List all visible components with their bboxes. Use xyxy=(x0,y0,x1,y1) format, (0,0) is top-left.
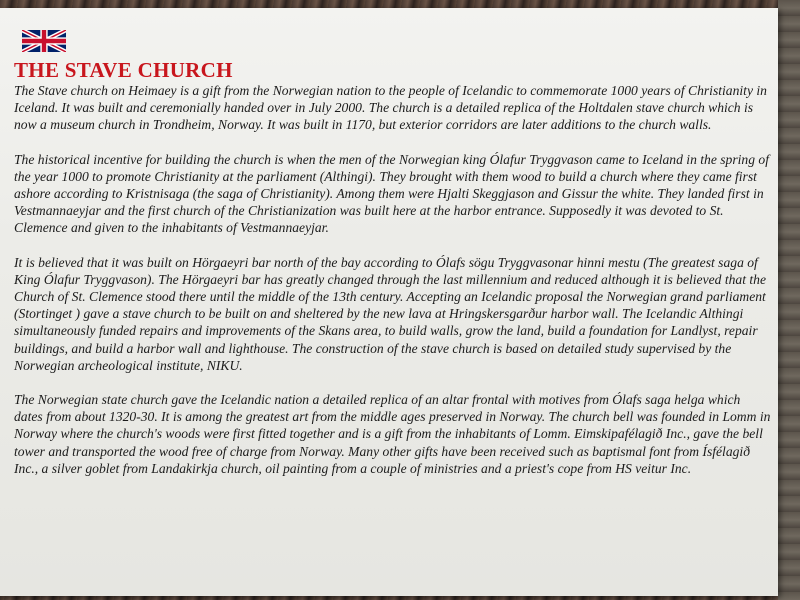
paragraph-construction: It is believed that it was built on Hörgaeyri bar north of the bay according to Ólafs sögu Tryggvasonar hinni mestu (The greatest saga of King Ólafur Tryggvason). The Hörgaeyri bar has greatly changed through the last millennium and reduced although it is believed that the Church of St. Clemence stood there until the middle of the 13th century. Accepting an Icelandic proposal the Norwegian grand parliament (Stortinget ) gave a stave church to be built on and sheltered by the new lava at Hringskersgarður harbor wall. The Icelandic Althingi simultaneously funded repairs and improvements of the Skans area, to build walls, grow the land, build a foundation for Landlyst, repair buildings, and build a harbor wall and lighthouse. The construction of the stave church is based on detailed study supervised by the Norwegian archeological institute, NIKU. xyxy=(14,254,766,373)
sign-title: THE STAVE CHURCH xyxy=(14,58,233,82)
uk-flag-icon xyxy=(22,30,66,52)
paragraph-gifts: The Norwegian state church gave the Icelandic nation a detailed replica of an altar frontal with motives from Ólafs saga helga which dates from about 1320-30. It is among the greatest art from the middle ages preserved in Norway. The church bell was founded in Lomm in Norway where the church's woods were first fitted together and is a gift from the inhabitants of Lomm. Eimskipafélagið Inc., gave the bell tower and transported the wood free of charge from Norway. Many other gifts have been received such as baptismal font from Ísfélagið Inc., a silver goblet from Landakirkja church, oil painting from a couple of ministries and a priest's cope from HS veitur Inc. xyxy=(14,392,771,476)
paragraph-gift: The Stave church on Heimaey is a gift from the Norwegian nation to the people of Icelandic to commemorate 1000 years of Christianity in Iceland. It was built and ceremonially handed over in July 2000. The church is a detailed replica of the Holtdalen stave church which is now a museum church in Trondheim, Norway. It was built in 1170, but exterior corridors are later additions to the church walls. xyxy=(14,83,767,133)
sign-body xyxy=(14,82,772,494)
paragraph-history: The historical incentive for building the church is when the men of the Norwegian king Ólafur Tryggvason came to Iceland in the spring of the year 1000 to promote Christianity at the parliament (Althingi). They brought with them wood to build a church where they came first ashore according to Kristnisaga (the saga of Christianity). Among them were Hjalti Skeggjason and Gissur the white. They landed first in Vestmannaeyjar and the first church of the Christianization was built here at the harbor entrance. Supposedly it was devoted to St. Clemence and given to the inhabitants of Vestmannaeyjar. xyxy=(14,151,769,236)
background-edge xyxy=(778,0,800,600)
